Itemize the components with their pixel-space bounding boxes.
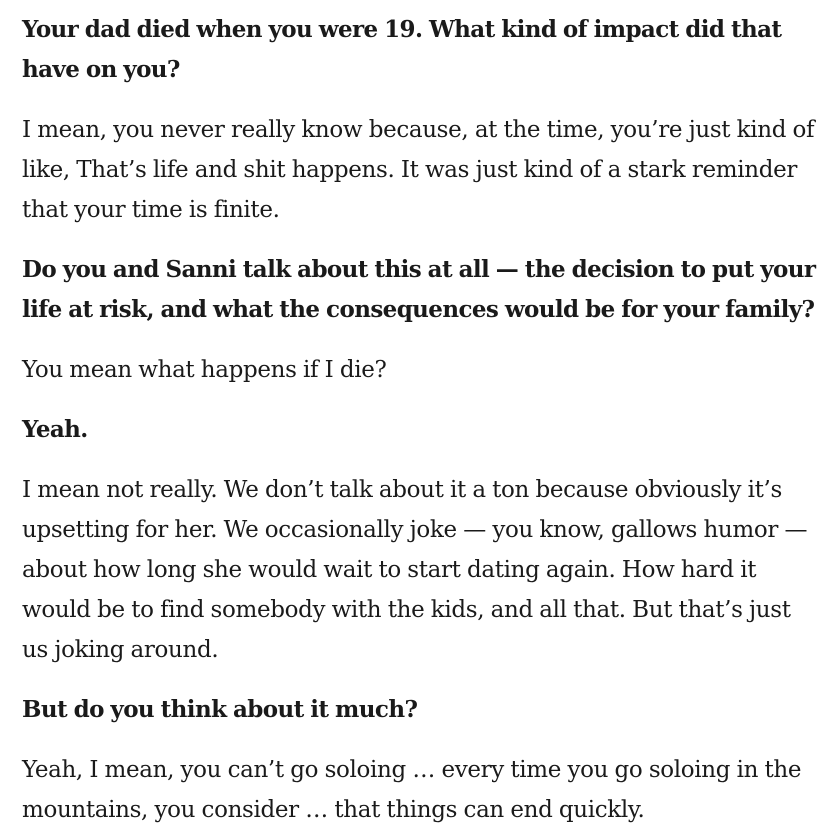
question-talk-with-sanni: Do you and Sanni talk about this at all — the decision to put your life at risk, and what the consequences would be for your family?	[22, 256, 816, 323]
answer-dad-impact: I mean, you never really know because, at the time, you’re just kind of like, That’s life and shit happens. It was just kind of a stark reminder that your time is finite.	[22, 117, 815, 223]
question-yeah: Yeah.	[22, 416, 88, 443]
answer-what-if-i-die: You mean what happens if I die?	[22, 357, 387, 383]
question-dad-impact: Your dad died when you were 19. What kind of impact did that have on you?	[22, 16, 782, 83]
question-think-about-it: But do you think about it much?	[22, 696, 418, 723]
answer-soloing: Yeah, I mean, you can’t go soloing … every time you go soloing in the mountains, you consider … that things can end quickly.	[22, 757, 802, 823]
answer-gallows-humor: I mean not really. We don’t talk about it a ton because obviously it’s upsetting for her. We occasionally joke — you know, gallows humor — about how long she would wait to start dating again. How hard it would be to find somebody with the kids, and all that. But that’s just us joking around.	[22, 477, 808, 663]
